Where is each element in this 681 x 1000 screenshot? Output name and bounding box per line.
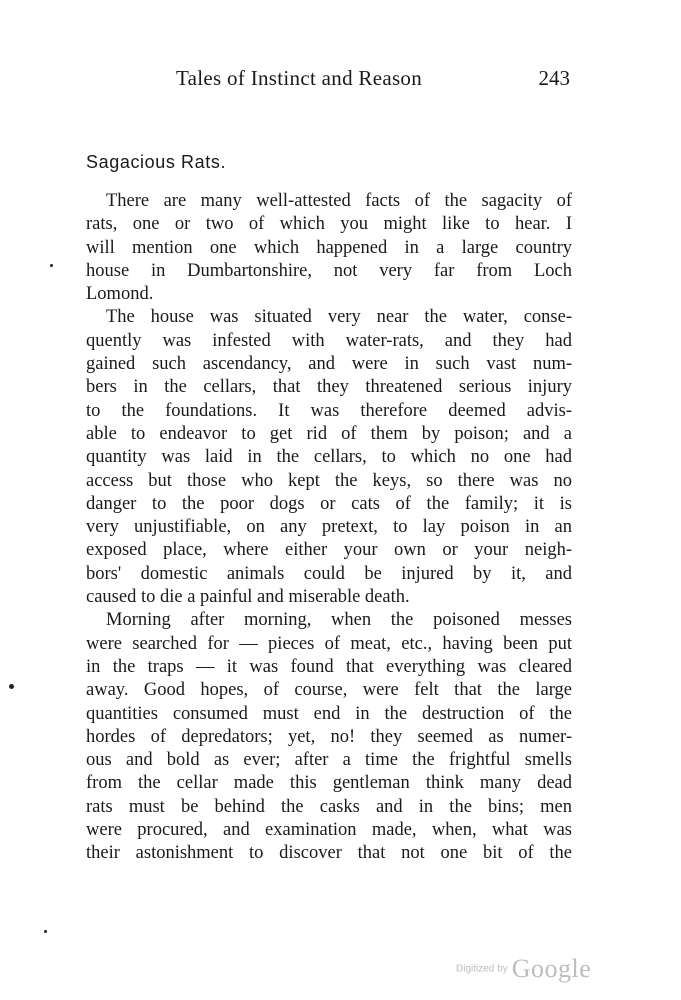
text-line: quantities consumed must end in the destruction of the (86, 703, 572, 724)
text-line: gained such ascendancy, and were in such vast num- (86, 354, 572, 375)
text-line: house in Dumbartonshire, not very far from Loch (86, 260, 572, 281)
section-heading: Sagacious Rats. (86, 152, 227, 172)
body-text (86, 190, 572, 866)
text-line: The house was situated very near the water, conse- (106, 307, 572, 328)
text-line: very unjustifiable, on any pretext, to lay poison in an (86, 517, 572, 538)
text-line: ous and bold as ever; after a time the frightful smells (86, 750, 572, 771)
text-line: were procured, and examination made, when, what was (86, 820, 572, 841)
text-line: were searched for — pieces of meat, etc., having been put (86, 633, 572, 654)
text-line: exposed place, where either your own or your neigh- (86, 540, 572, 561)
text-line: danger to the poor dogs or cats of the family; it is (86, 493, 572, 514)
text-line: bers in the cellars, that they threatened serious injury (86, 377, 572, 398)
watermark-prefix: Digitized by (456, 963, 508, 975)
margin-speck (44, 930, 47, 933)
text-line: bors' domestic animals could be injured by it, and (86, 563, 572, 584)
text-line: rats, one or two of which you might like to hear. I (86, 214, 572, 235)
margin-speck (50, 264, 53, 267)
text-line: in the traps — it was found that everything was cleared (86, 656, 572, 677)
google-logo: Google (511, 954, 592, 983)
running-head (170, 66, 570, 96)
text-line: from the cellar made this gentleman think many dead (86, 773, 572, 794)
text-line: rats must be behind the casks and in the bins; men (86, 796, 572, 817)
text-line: quantity was laid in the cellars, to which no one had (86, 447, 572, 468)
text-line: away. Good hopes, of course, were felt that the large (86, 680, 572, 701)
text-line: There are many well-attested facts of the sagacity of (106, 191, 572, 211)
text-line: to the foundations. It was therefore deemed advis- (86, 400, 572, 421)
text-line: quently was infested with water-rats, and they had (86, 330, 572, 351)
text-line: Morning after morning, when the poisoned messes (106, 610, 572, 631)
text-line: able to endeavor to get rid of them by poison; and a (86, 423, 572, 444)
running-title: Tales of Instinct and Reason (176, 66, 423, 90)
text-line: caused to die a painful and miserable death. (86, 587, 410, 608)
digitized-watermark (456, 954, 591, 984)
text-line: hordes of depredators; yet, no! they seemed as numer- (86, 726, 572, 747)
text-line: access but those who kept the keys, so there was no (86, 470, 572, 491)
page-number: 243 (538, 66, 570, 90)
text-line: will mention one which happened in a large country (86, 237, 572, 258)
margin-speck (9, 684, 14, 689)
text-line: their astonishment to discover that not one bit of the (86, 843, 572, 864)
text-line: Lomond. (86, 284, 154, 305)
